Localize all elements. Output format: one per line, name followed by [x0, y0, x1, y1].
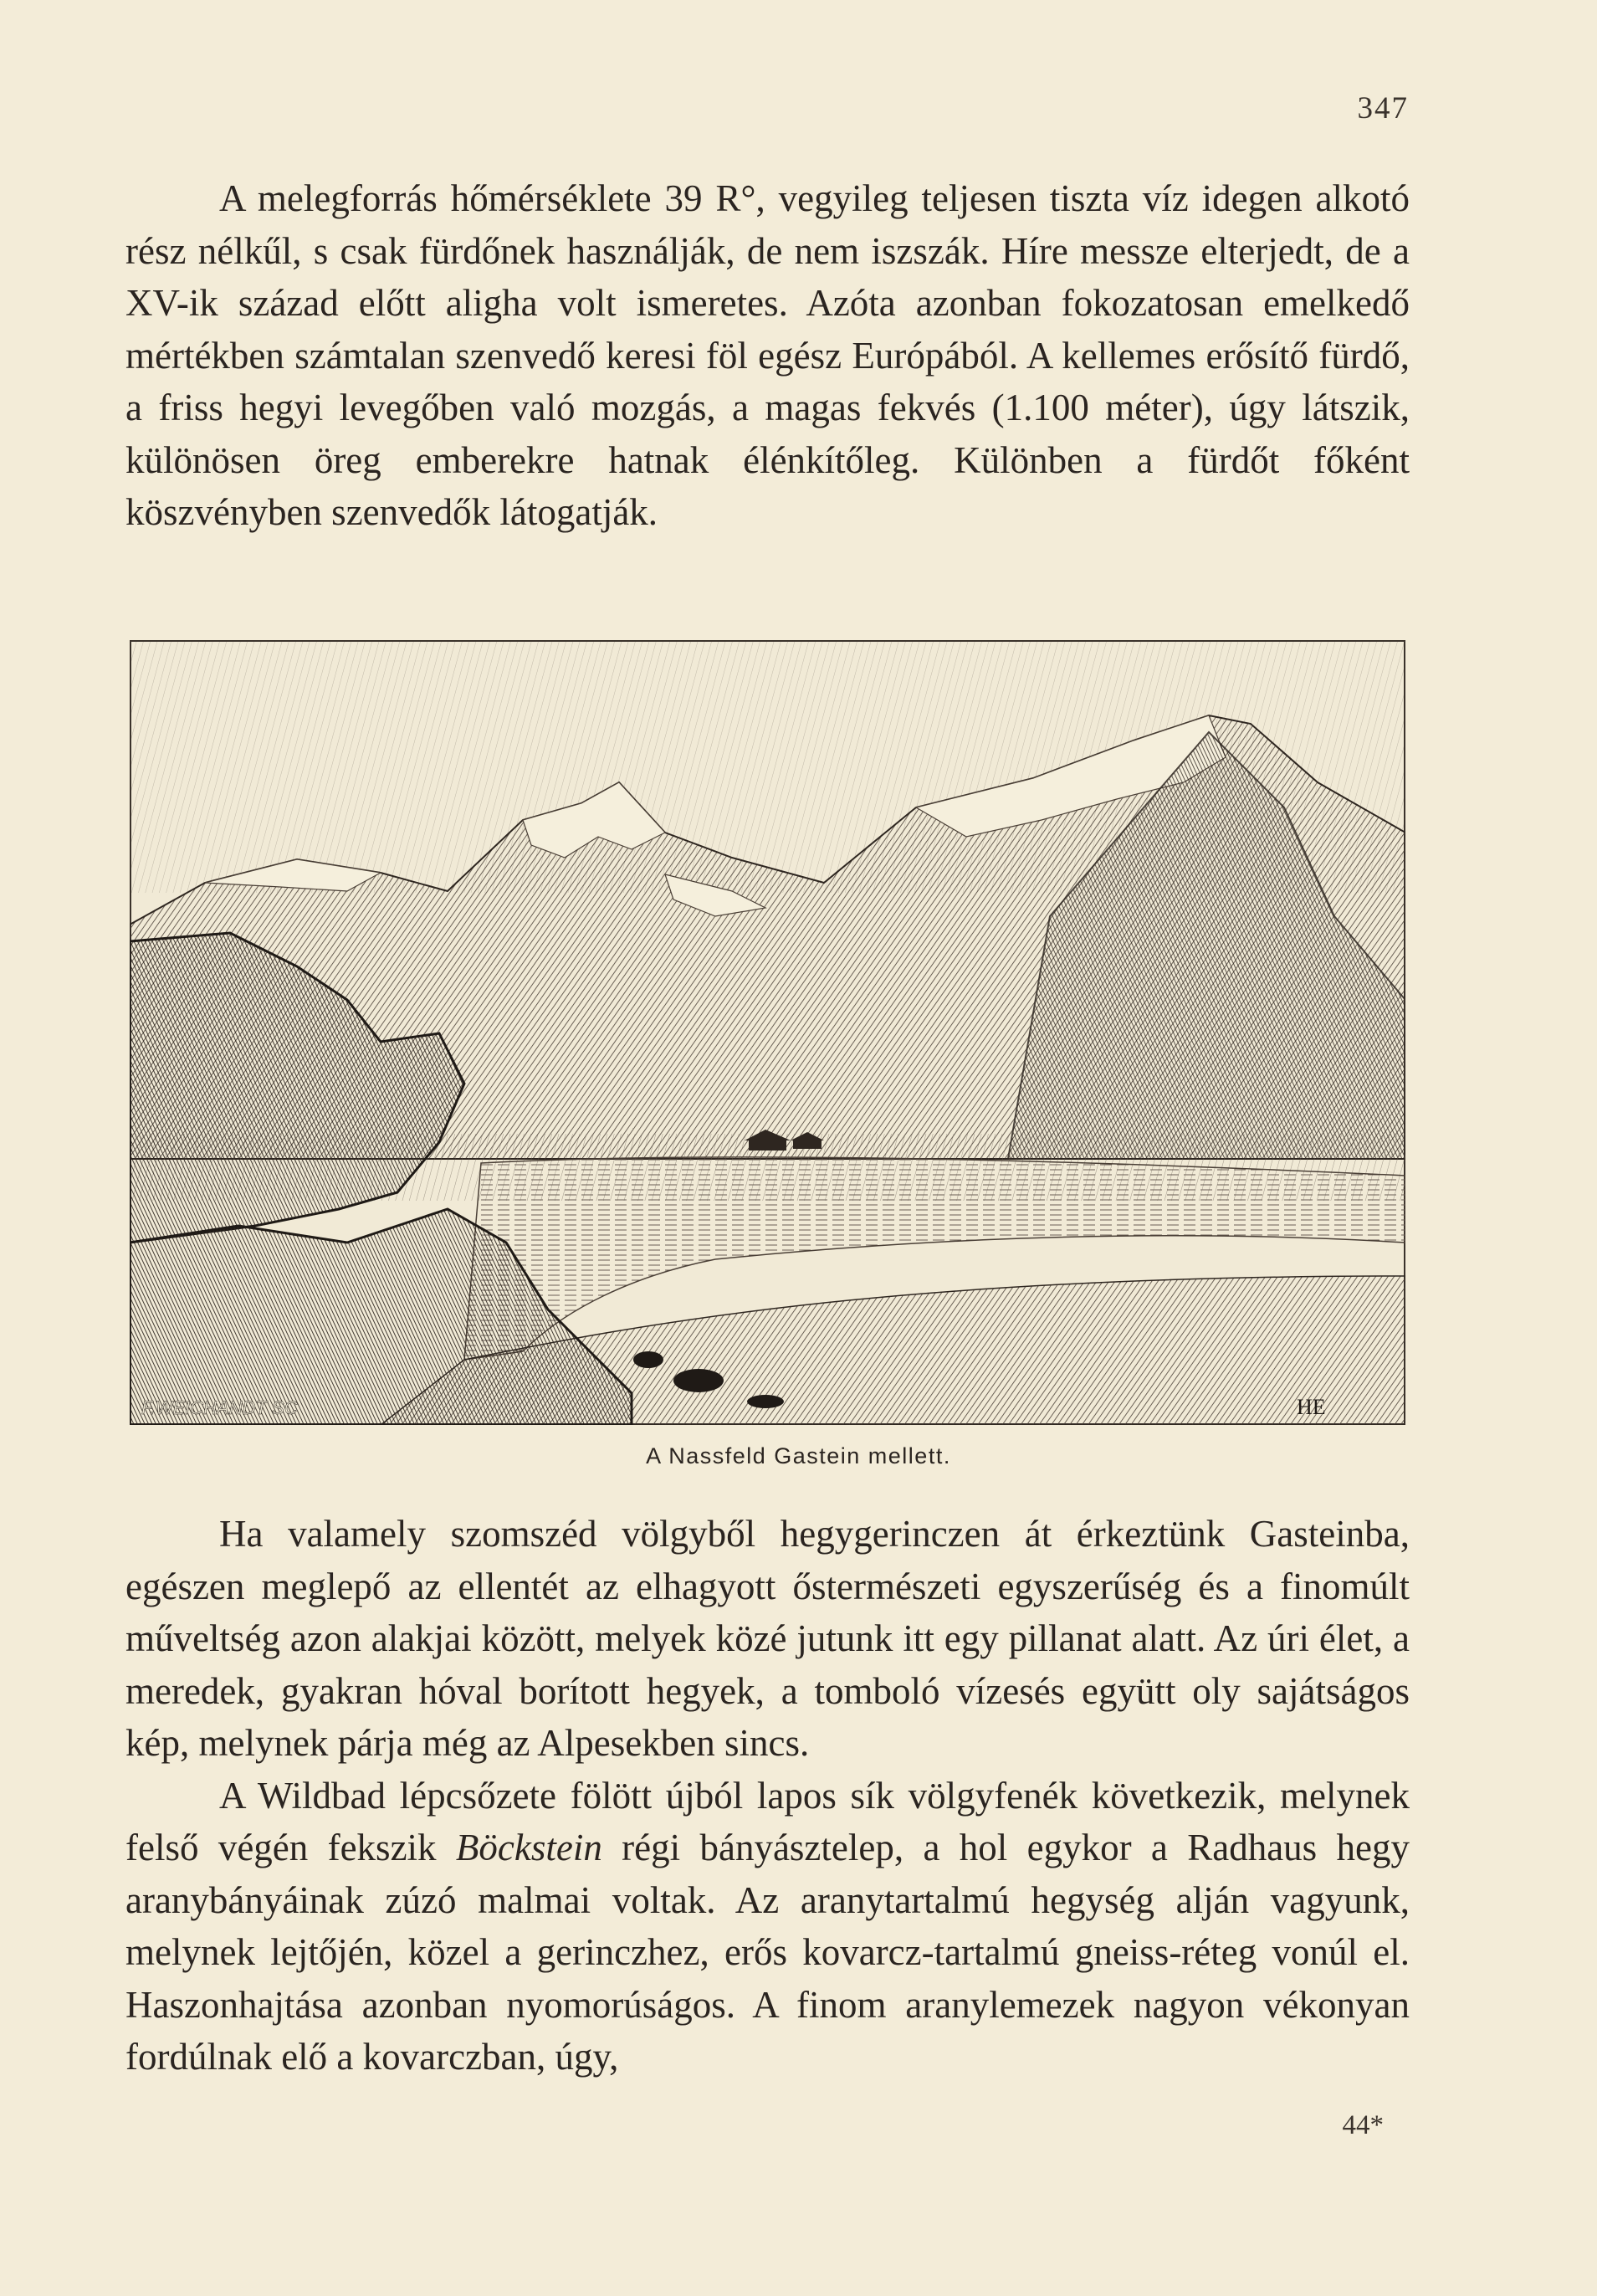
signature-mark: 44*: [1342, 2110, 1384, 2140]
paragraph-hot-spring: A melegforrás hőmérséklete 39 R°, vegyileg teljesen tiszta víz idegen alkotó rész nélkűl, s csak fürdőnek használják, de nem iszszák. Híre messze elterjedt, de a XV-ik század előtt aligha volt ismeretes. Azóta azonban fokozatosan emelkedő mértékben számtalan szenvedő keresi föl egész Európából. A kellemes erősítő fürdő, a friss hegyi levegőben való mozgás, a magas fekvés (1.100 méter), úgy látszik, különösen öreg emberekre hatnak élénkítőleg. Különben a fürdőt főként köszvényben szenvedők látogatják.: [125, 177, 1410, 533]
monogram: HE: [1297, 1395, 1326, 1419]
paragraph-gastein: [125, 1508, 1410, 2083]
figure-caption: A Nassfeld Gastein mellett.: [646, 1443, 951, 1468]
nassfeld-engraving: [130, 640, 1405, 1425]
paragraph-bockstein-start: A Wildbad lépcsőzete fölött újból lapos sík völgyfenék következik, melynek felső végén fekszik: [125, 1774, 1410, 1868]
bockstein-italic: Böckstein: [455, 1827, 602, 1868]
page-number: 347: [1357, 91, 1409, 126]
paragraph-bockstein-rest: régi bányásztelep, a hol egykor a Radhaus hegy aranybányáinak zúzó malmai voltak. Az aranytartalmú hegység alján vagyunk, melynek lejtőjén, közel a gerinczhez, erős kovarcz-tartalmú gneiss-réteg vonúl el. Haszonhajtása azonban nyomorúságos. A finom aranylemezek nagyon vékonyan fordúlnak elő a kovarczban, úgy,: [125, 1827, 1410, 2078]
engraver-signature: F.WEICHANDT SC: [141, 1397, 298, 1418]
paragraph-gastein-text: Ha valamely szomszéd völgyből hegygerinczen át érkeztünk Gasteinba, egészen meglepő az ellentét az elhagyott őstermészeti egyszerűség és a finomúlt műveltség azon alakjai között, melyek közé jutunk itt egy pillanat alatt. Az úri élet, a meredek, gyakran hóval borított hegyek, a tomboló vízesés együtt oly sajátságos kép, melynek párja még az Alpesekben sincs.: [125, 1513, 1410, 1764]
engraving-figure: [130, 640, 1405, 1425]
